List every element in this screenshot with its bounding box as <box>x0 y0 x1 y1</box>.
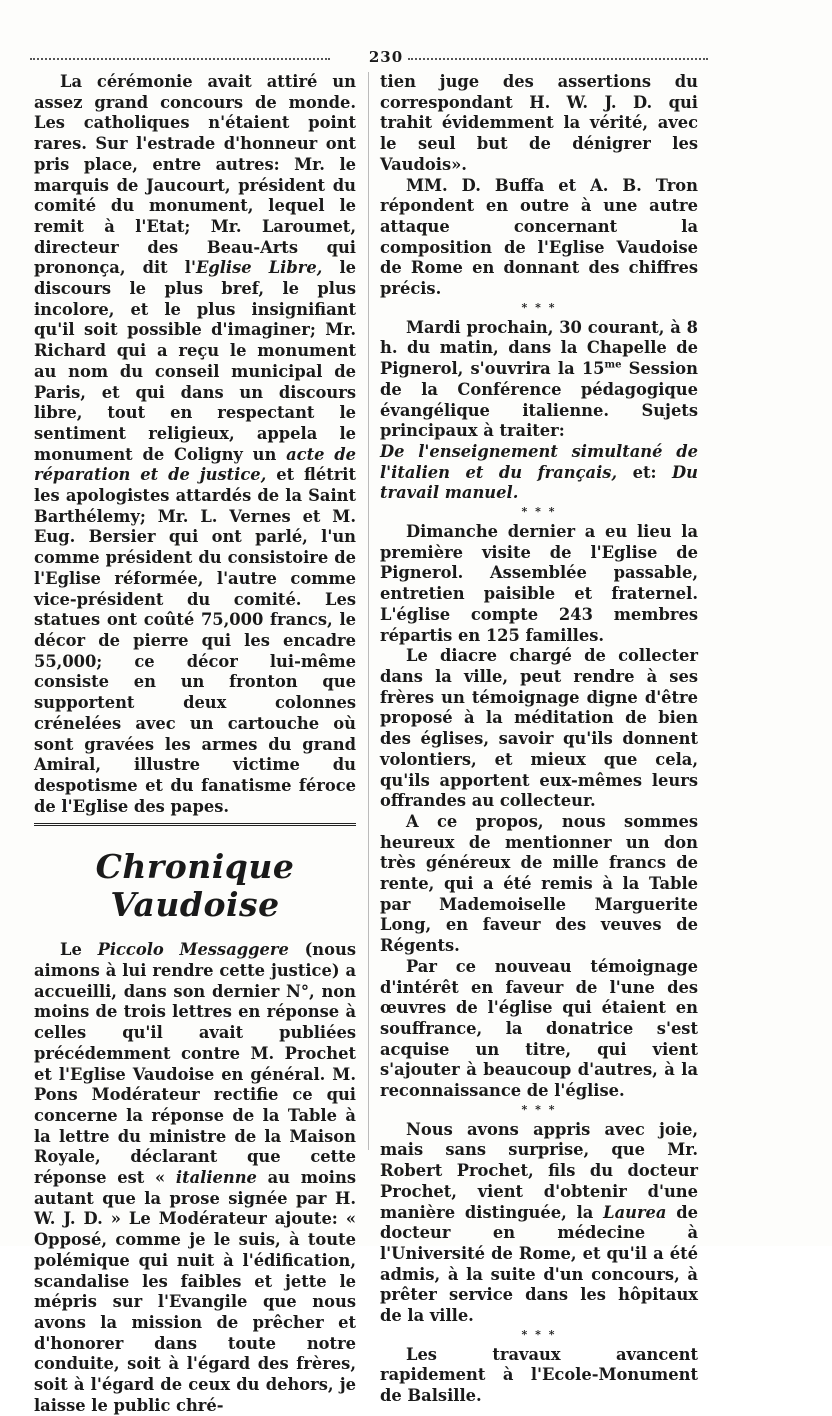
right-column <box>380 72 698 1407</box>
text-run: le discours le plus bref, le plus incolore, et le plus insignifiant qu'il soit possible d'imaginer; Mr. Richard qui a reçu le monument au nom du conseil municipal de Paris, et qui dans un discours libre, tout en respectant le sentiment religieux, appela le monument de Coligny un <box>34 258 356 464</box>
left-column <box>34 72 356 1416</box>
article-paragraph-piccolo <box>34 940 356 1416</box>
text-run: Session de la Conférence pédagogique évangélique italienne. Sujets principaux à traiter: <box>380 359 698 441</box>
text-run: (nous aimons à lui rendre cette justice) a accueilli, dans son dernier N°, non moins de trois lettres en réponse à celles qu'il avait publiées précédemment contre M. Prochet et l'Eglise Vaudoise en général. M. Pons Modérateur rectifie ce qui concerne la réponse de la Table à la lettre du ministre de la Maison Royale, déclarant que cette réponse est « <box>34 940 356 1188</box>
quoted-word: italienne <box>175 1168 257 1188</box>
article-paragraph-balsille: Les travaux avancent rapidement à l'Ecole-Monument de Balsille. <box>380 1344 698 1406</box>
text-run: Nous avons appris avec joie, mais sans surprise, que Mr. Robert Prochet, fils du docteur Prochet, vient d'obtenir d'une manière distinguée, la <box>380 1119 698 1222</box>
asterism-separator: * * * <box>521 505 557 519</box>
section-title: Chronique Vaudoise <box>95 847 295 925</box>
article-paragraph-continuation: tien juge des assertions du correspondant H. W. J. D. qui trahit évidemment la vérité, avec le seul but de dénigrer les Vaudois». <box>380 72 698 174</box>
text-run: et: <box>617 462 673 482</box>
ordinal-suffix: me <box>604 359 622 371</box>
text-run: et flétrit les apologistes attardés de la Saint Barthélemy; Mr. L. Vernes et M. Eug. Bersier qui ont parlé, l'un comme président du consistoire de l'Eglise réformée, l'autre comme vice-président du comité. Les statues ont coûté 75,000 francs, le décor de pierre qui les encadre 55,000; ce décor lui-même consiste en un fronton que supportent deux colonnes crénelées avec un cartouche où sont gravées les armes du grand Amiral, illustre victime du despotisme et du fanatisme féroce de l'Eglise des papes. <box>34 465 356 816</box>
quoted-phrase: acte de réparation et de justice, <box>34 444 356 485</box>
asterism-separator: * * * <box>521 300 557 314</box>
text-run: Le <box>60 940 98 960</box>
text-run: au moins autant que la prose signée par H. W. J. D. » Le Modérateur ajoute: « Opposé, comme je le suis, à toute polémique qui nuit à l'édification, scandalise les faibles et jette le mépris sur l'Evangile que nous avons la mission de prêcher et d'honorer dans toute notre conduite, soit à l'égard des frères, soit à l'égard de ceux du dehors, je laisse le public chré- <box>34 1168 356 1415</box>
article-paragraph-donation: A ce propos, nous sommes heureux de mentionner un don très généreux de mille francs de rente, qui a été remis à la Table par Mademoiselle Marguerite Long, en faveur des veuves de Régents. <box>380 811 698 956</box>
asterism-separator: * * * <box>521 1327 557 1341</box>
column-divider <box>368 72 369 1150</box>
publication-name: Piccolo Messaggere <box>97 940 289 960</box>
article-paragraph-prochet <box>380 1120 698 1327</box>
article-paragraph-conference <box>380 318 698 442</box>
text-run: La cérémonie avait attiré un assez grand concours de monde. Les catholiques n'étaient point rares. Sur l'estrade d'honneur ont pris place, entre autres: Mr. le marquis de Jaucourt, président du comité du monument, lequel le remit à l'Etat; Mr. Laroumet, directeur des Beau-Arts qui prononça, dit l' <box>34 72 356 278</box>
topic-title: Du travail manuel. <box>380 462 699 503</box>
text-run: de docteur en médecine à l'Université de Rome, et qu'il a été admis, à la suite d'un concours, à prêter service dans les hôpitaux de la ville. <box>380 1202 698 1326</box>
topic-title: De l'enseignement simultané de l'italien et du français, <box>380 441 698 482</box>
article-paragraph-coligny <box>34 72 356 817</box>
article-paragraph-pignerol-visit: Dimanche dernier a eu lieu la première visite de l'Eglise de Pignerol. Assemblée passable, entretien paisible et fraternel. L'église compte 243 membres répartis en 125 familles. <box>380 522 698 645</box>
page-header <box>30 48 708 68</box>
article-paragraph-topics <box>380 442 698 504</box>
article-paragraph-gratitude: Par ce nouveau témoignage d'intérêt en faveur de l'une des œuvres de l'église qui étaient en souffrance, la donatrice s'est acquise un titre, qui vient s'ajouter à beaucoup d'autres, à la reconnaissance de l'église. <box>380 956 698 1101</box>
publication-name: Eglise Libre, <box>195 258 323 278</box>
header-rule-right <box>408 58 708 60</box>
asterism-separator: * * * <box>521 1102 557 1116</box>
article-paragraph-deacon: Le diacre chargé de collecter dans la ville, peut rendre à ses frères un témoignage digne d'être proposé à la méditation de bien des églises, savoir qu'ils donnent volontiers, et mieux que cela, qu'ils apportent eux-mêmes leurs offrandes au collecteur. <box>380 646 698 811</box>
text-run: Mardi prochain, 30 courant, à 8 h. du matin, dans la Chapelle de Pignerol, s'ouvrira la 15 <box>380 317 698 379</box>
header-rule-left <box>30 58 330 60</box>
page-number: 230 <box>368 48 404 66</box>
article-paragraph-buffa-tron: MM. D. Buffa et A. B. Tron répondent en outre à une autre attaque concernant la composition de l'Eglise Vaudoise de Rome en donnant des chiffres précis. <box>380 175 698 299</box>
degree-name: Laurea <box>603 1202 667 1222</box>
section-divider <box>34 823 356 826</box>
